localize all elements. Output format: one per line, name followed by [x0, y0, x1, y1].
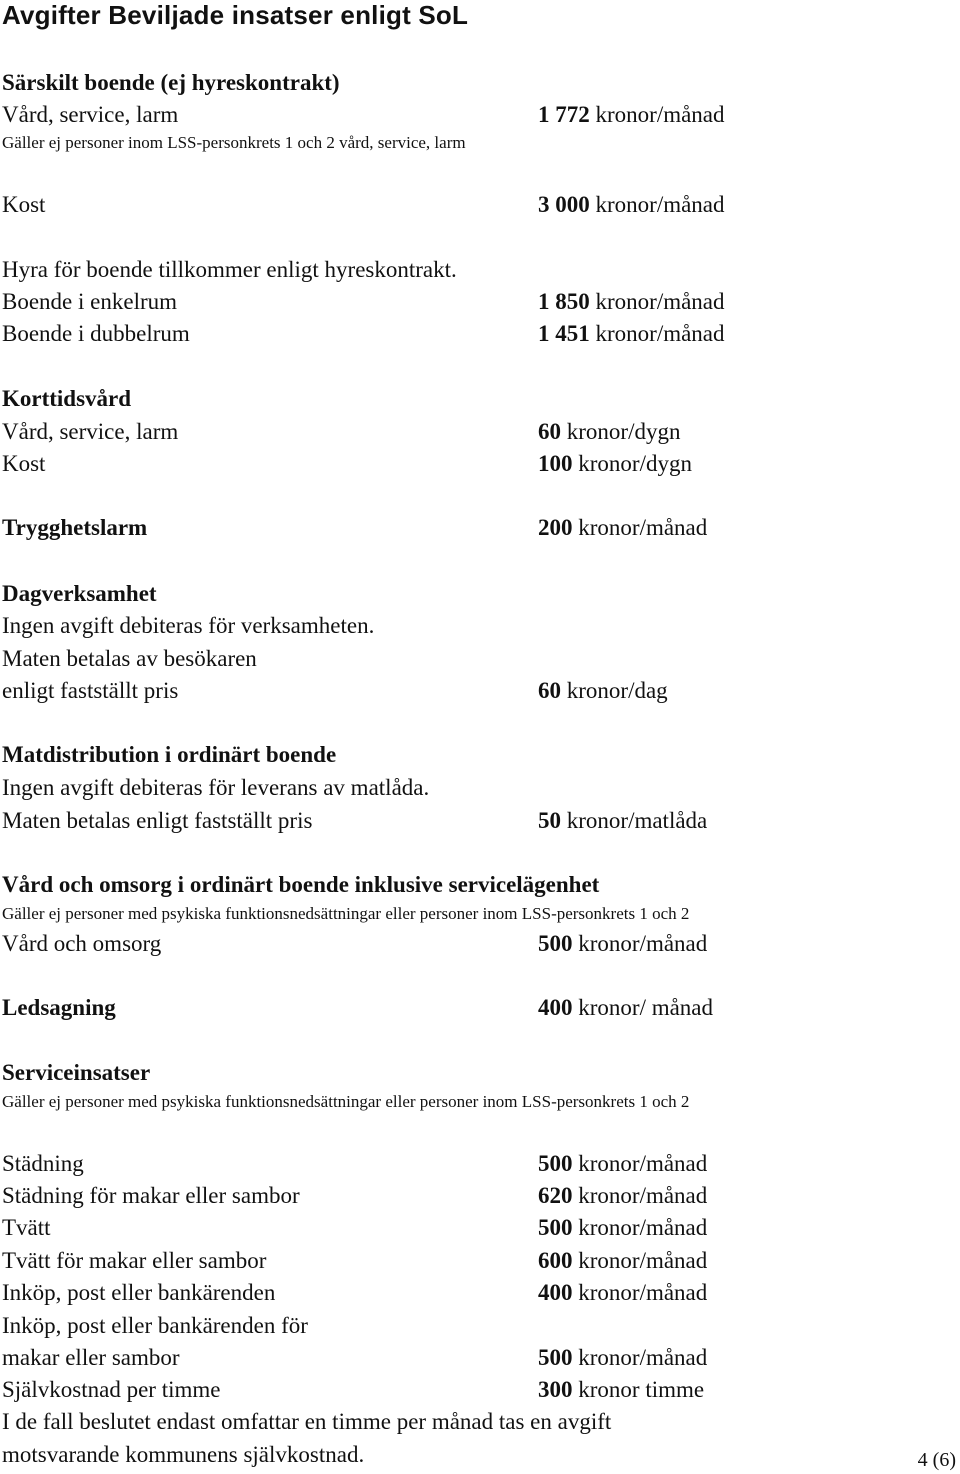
service-footer-line1: I de fall beslutet endast omfattar en timme per månad tas en avgift	[2, 1409, 612, 1434]
section-heading-serviceinsatser: Serviceinsatser	[2, 1060, 151, 1085]
dag-value	[538, 679, 668, 702]
enkelrum-unit: kronor/månad	[589, 289, 725, 314]
page-title: Avgifter Beviljade insatser enligt SoL	[2, 0, 469, 30]
korttid-kost-amount: 100	[538, 451, 573, 476]
dag-line2: Maten betalas av besökaren	[2, 646, 257, 671]
service-footer-line2: motsvarande kommunens självkostnad.	[2, 1442, 365, 1467]
enkelrum-value	[538, 290, 725, 313]
vard-label: Vård och omsorg	[2, 931, 162, 956]
dubbelrum-label: Boende i dubbelrum	[2, 321, 190, 346]
page-number: 4 (6)	[917, 1449, 956, 1471]
dag-line3: enligt fastställt pris	[2, 678, 179, 703]
enkelrum-amount: 1 850	[538, 289, 590, 314]
section-heading-dagverksamhet: Dagverksamhet	[2, 581, 157, 606]
service-row-value	[538, 1346, 707, 1369]
section-heading-sarskilt: Särskilt boende (ej hyreskontrakt)	[2, 70, 340, 95]
kost-label: Kost	[2, 192, 46, 217]
service-row-amount: 500	[538, 1215, 573, 1240]
vard-unit: kronor/månad	[572, 931, 708, 956]
vard-note: Gäller ej personer med psykiska funktionsnedsättningar eller personer inom LSS-personkrets 1 och 2	[2, 904, 690, 923]
service-row-label: makar eller sambor	[2, 1345, 180, 1370]
vard-value	[538, 932, 707, 955]
service-row-value	[538, 1152, 707, 1175]
hyra-text: Hyra för boende tillkommer enligt hyreskontrakt.	[2, 257, 457, 282]
service-row-unit: kronor/månad	[572, 1151, 708, 1176]
section-heading-vard-omsorg: Vård och omsorg i ordinärt boende inklusive servicelägenhet	[2, 872, 600, 897]
dubbelrum-amount: 1 451	[538, 321, 590, 346]
ledsagning-unit: kronor/ månad	[572, 995, 714, 1020]
section-heading-trygghetslarm: Trygghetslarm	[2, 515, 148, 540]
kost-amount: 3 000	[538, 192, 590, 217]
matdist-amount: 50	[538, 808, 561, 833]
service-row-amount: 600	[538, 1248, 573, 1273]
matdist-line2: Maten betalas enligt fastställt pris	[2, 808, 313, 833]
korttid-vsl-value	[538, 420, 680, 443]
vsl-amount: 1 772	[538, 102, 590, 127]
section-heading-korttid: Korttidsvård	[2, 386, 132, 411]
service-row-amount: 620	[538, 1183, 573, 1208]
korttid-kost-unit: kronor/dygn	[572, 451, 692, 476]
service-row-label: Inköp, post eller bankärenden	[2, 1280, 276, 1305]
kost-unit: kronor/månad	[589, 192, 725, 217]
service-row-value	[538, 1184, 707, 1207]
dag-unit: kronor/dag	[561, 678, 668, 703]
service-row-label: Städning	[2, 1151, 84, 1176]
service-note: Gäller ej personer med psykiska funktionsnedsättningar eller personer inom LSS-personkrets 1 och 2	[2, 1092, 690, 1111]
trygghetslarm-value	[538, 516, 707, 539]
service-row-unit: kronor/månad	[572, 1183, 708, 1208]
service-row-unit: kronor timme	[572, 1377, 705, 1402]
lss-note: Gäller ej personer inom LSS-personkrets 1 och 2 vård, service, larm	[2, 133, 466, 152]
ledsagning-amount: 400	[538, 995, 573, 1020]
vsl-value	[538, 103, 725, 126]
dag-amount: 60	[538, 678, 561, 703]
enkelrum-label: Boende i enkelrum	[2, 289, 178, 314]
service-row-unit: kronor/månad	[572, 1215, 708, 1240]
service-row-amount: 300	[538, 1377, 573, 1402]
matdist-line1: Ingen avgift debiteras för leverans av matlåda.	[2, 775, 430, 800]
trygghetslarm-unit: kronor/månad	[572, 515, 708, 540]
service-row-unit: kronor/månad	[572, 1345, 708, 1370]
korttid-vsl-unit: kronor/dygn	[561, 419, 681, 444]
service-row-label: Städning för makar eller sambor	[2, 1183, 300, 1208]
dag-line1: Ingen avgift debiteras för verksamheten.	[2, 613, 375, 638]
korttid-vsl-amount: 60	[538, 419, 561, 444]
korttid-kost-label: Kost	[2, 451, 46, 476]
service-row-label: Tvätt	[2, 1215, 51, 1240]
service-row-amount: 400	[538, 1280, 573, 1305]
service-row-label: Tvätt för makar eller sambor	[2, 1248, 267, 1273]
service-row-value	[538, 1378, 704, 1401]
kost-value	[538, 193, 725, 216]
service-row-label: Inköp, post eller bankärenden för	[2, 1313, 308, 1338]
section-heading-ledsagning: Ledsagning	[2, 995, 116, 1020]
vsl-label: Vård, service, larm	[2, 102, 179, 127]
section-heading-matdistribution: Matdistribution i ordinärt boende	[2, 742, 337, 767]
service-row-unit: kronor/månad	[572, 1248, 708, 1273]
service-row-value	[538, 1281, 707, 1304]
ledsagning-value	[538, 996, 713, 1019]
dubbelrum-unit: kronor/månad	[589, 321, 725, 346]
dubbelrum-value	[538, 322, 725, 345]
korttid-kost-value	[538, 452, 692, 475]
service-row-value	[538, 1216, 707, 1239]
korttid-vsl-label: Vård, service, larm	[2, 419, 179, 444]
matdist-value	[538, 809, 707, 832]
service-row-amount: 500	[538, 1151, 573, 1176]
service-row-amount: 500	[538, 1345, 573, 1370]
vsl-unit: kronor/månad	[589, 102, 725, 127]
service-row-unit: kronor/månad	[572, 1280, 708, 1305]
service-row-value	[538, 1249, 707, 1272]
service-row-label: Självkostnad per timme	[2, 1377, 221, 1402]
trygghetslarm-amount: 200	[538, 515, 573, 540]
matdist-unit: kronor/matlåda	[561, 808, 708, 833]
vard-amount: 500	[538, 931, 573, 956]
